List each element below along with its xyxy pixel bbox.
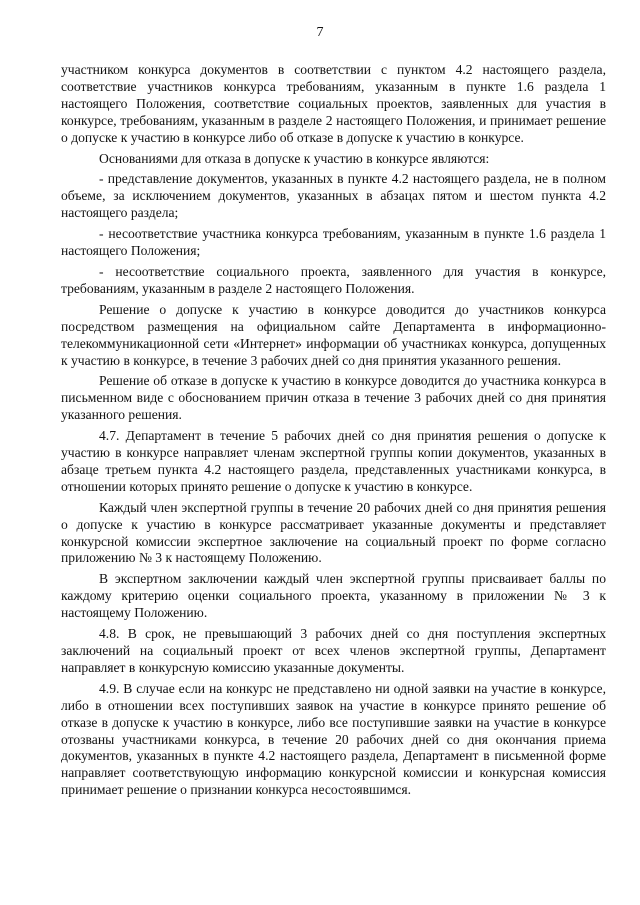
paragraph-admission-notice: Решение о допуске к участию в конкурсе доводится до участников конкурса посредством размещения на официальном сайте Департамента в информационно-телекоммуникационной сети «Интернет» информации об участниках конкурса, допущенных к участию в конкурсе, в течение 3 рабочих дней со дня принятия указанного решения. [61,301,606,368]
document-body [61,62,606,803]
paragraph-expert-review: Каждый член экспертной группы в течение 20 рабочих дней со дня принятия решения о допуске к участию в конкурсе рассматривает указанные документы и представляет конкурсной комиссии экспертное заключение на социальный проект по форме согласно приложению № 3 к настоящему Положению. [61,499,606,566]
list-item-incomplete-documents: - представление документов, указанных в пункте 4.2 настоящего раздела, не в полном объеме, за исключением документов, указанных в абзацах пятом и шестом пункта 4.2 настоящего раздела; [61,171,606,221]
page-number: 7 [316,25,324,40]
paragraph-refusal-notice: Решение об отказе в допуске к участию в конкурсе доводится до участника конкурса в письменном виде с обоснованием причин отказа в течение 3 рабочих дней со дня принятия указанного решения. [61,373,606,423]
list-item-participant-mismatch: - несоответствие участника конкурса требованиям, указанным в пункте 1.6 раздела 1 настоящего Положения; [61,226,606,259]
list-item-project-mismatch: - несоответствие социального проекта, заявленного для участия в конкурсе, требованиям, указанным в разделе 2 настоящего Положения. [61,263,606,296]
paragraph-4-8: 4.8. В срок, не превышающий 3 рабочих дней со дня поступления экспертных заключений на социальный проект от всех членов экспертной группы, Департамент направляет в конкурсную комиссию указанные документы. [61,626,606,675]
paragraph-continuation: участником конкурса документов в соответствии с пунктом 4.2 настоящего раздела, соответствие участников конкурса требованиям, указанным в пункте 1.6 раздела 1 настоящего Положения, соответствие социальных проектов, заявленных для участия в конкурсе, требованиям, указанным в разделе 2 настоящего Положения, и принимает решение о допуске к участию в конкурсе либо об отказе в допуске к участию в конкурсе. [61,62,606,145]
paragraph-expert-scoring: В экспертном заключении каждый член экспертной группы присваивает баллы по каждому критерию оценки социального проекта, указанному в приложении № 3 к настоящему Положению. [61,571,606,621]
paragraph-refusal-grounds: Основаниями для отказа в допуске к участию в конкурсе являются: [99,150,490,166]
paragraph-4-7: 4.7. Департамент в течение 5 рабочих дней со дня принятия решения о допуске к участию в конкурсе направляет членам экспертной группы копии документов, указанных в абзаце третьем пункта 4.2 настоящего раздела, представленных участниками конкурса, в отношении которых принято решение о допуске к участию в конкурсе. [61,428,606,494]
paragraph-4-9: 4.9. В случае если на конкурс не представлено ни одной заявки на участие в конкурсе, либо в отношении всех поступивших заявок на участие в конкурсе принято решение об отказе в допуске к участию в конкурсе, либо все поступившие заявки на участие в конкурсе отозваны участниками конкурса, в течение 20 рабочих дней со дня окончания приема документов, указанных в пункте 4.2 настоящего раздела, Департамент в письменной форме направляет соответствующую информацию конкурсной комиссии и конкурсная комиссия принимает решение о признании конкурса несостоявшимся. [61,680,606,798]
